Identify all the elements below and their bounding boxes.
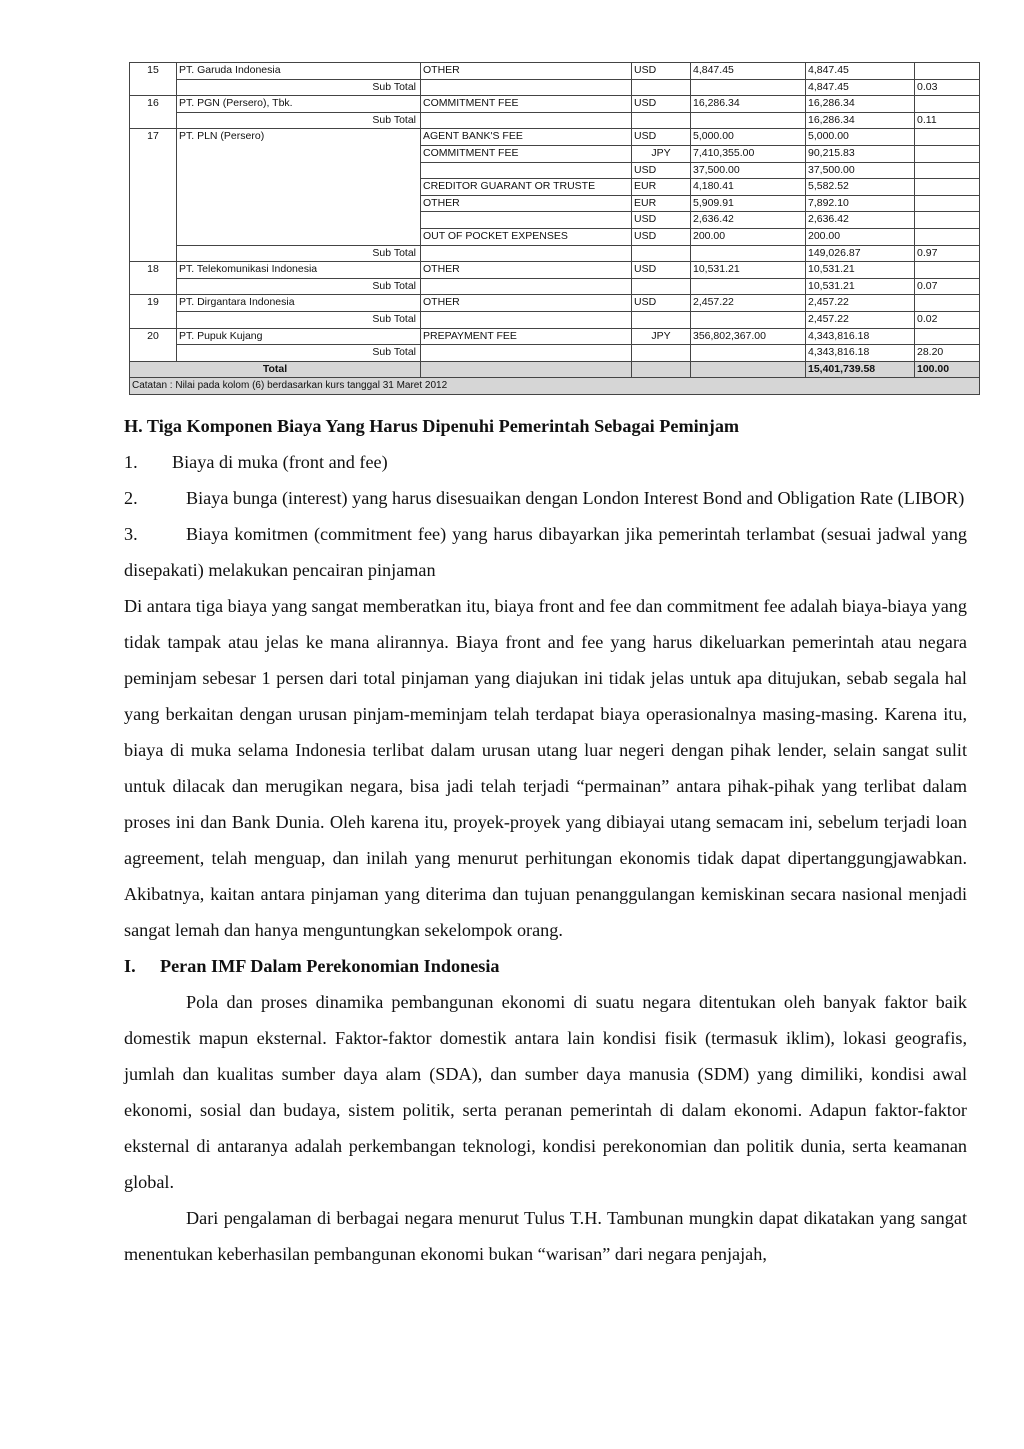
- row-number-cell: 18: [130, 262, 177, 279]
- fee-table-body: [130, 63, 980, 395]
- fee-type-cell: OTHER: [421, 262, 632, 279]
- usd-amount-cell: 200.00: [806, 228, 915, 245]
- currency-cell: USD: [632, 129, 691, 146]
- amount-cell: [691, 345, 806, 362]
- total-label: Total: [130, 361, 421, 378]
- company-cell: Sub Total: [177, 311, 421, 328]
- currency-cell: [632, 311, 691, 328]
- currency-cell: USD: [632, 162, 691, 179]
- row-number-cell: [130, 228, 177, 245]
- company-cell: [177, 179, 421, 196]
- fee-type-cell: [421, 345, 632, 362]
- row-number-cell: [130, 79, 177, 96]
- fee-type-cell: [421, 278, 632, 295]
- company-cell: Sub Total: [177, 79, 421, 96]
- usd-amount-cell: 5,582.52: [806, 179, 915, 196]
- company-cell: [177, 228, 421, 245]
- fee-type-cell: OUT OF POCKET EXPENSES: [421, 228, 632, 245]
- list-item-3-number: 3.: [124, 524, 138, 544]
- fee-type-cell: PREPAYMENT FEE: [421, 328, 632, 345]
- usd-amount-cell: 4,343,816.18: [806, 328, 915, 345]
- list-item-1-number: 1.: [124, 452, 138, 472]
- note-row: [130, 378, 980, 395]
- currency-cell: USD: [632, 212, 691, 229]
- total-empty-cell: [421, 361, 632, 378]
- company-cell: Sub Total: [177, 112, 421, 129]
- section-i-title: Peran IMF Dalam Perekonomian Indonesia: [160, 956, 500, 976]
- section-i-paragraph-2: Dari pengalaman di berbagai negara menurut Tulus T.H. Tambunan mungkin dapat dikatakan yang sangat menentukan keberhasilan pembangunan ekonomi bukan “warisan” dari negara penjajah,: [124, 1208, 967, 1264]
- row-number-cell: 17: [130, 129, 177, 146]
- row-number-cell: [130, 145, 177, 162]
- percent-cell: 0.07: [915, 278, 980, 295]
- section-h-heading: H. Tiga Komponen Biaya Yang Harus Dipenuhi Pemerintah Sebagai Peminjam: [124, 416, 740, 436]
- percent-cell: [915, 162, 980, 179]
- usd-amount-cell: 2,457.22: [806, 295, 915, 312]
- table-row: [130, 129, 980, 146]
- table-note: Catatan : Nilai pada kolom (6) berdasarkan kurs tanggal 31 Maret 2012: [130, 378, 980, 395]
- percent-cell: [915, 179, 980, 196]
- percent-cell: [915, 295, 980, 312]
- section-i-number: I.: [124, 956, 136, 976]
- section-h: [124, 408, 967, 1272]
- fee-type-cell: [421, 112, 632, 129]
- list-item-1: [124, 444, 967, 480]
- fee-type-cell: OTHER: [421, 295, 632, 312]
- list-item-2: [124, 480, 967, 516]
- percent-cell: [915, 129, 980, 146]
- currency-cell: [632, 278, 691, 295]
- fee-type-cell: AGENT BANK'S FEE: [421, 129, 632, 146]
- row-number-cell: [130, 311, 177, 328]
- row-number-cell: [130, 345, 177, 362]
- section-i-heading: [124, 948, 967, 984]
- list-item-3-text: Biaya komitmen (commitment fee) yang harus dibayarkan jika pemerintah terlambat (sesuai jadwal yang disepakati) melakukan pencairan pinjaman: [124, 524, 967, 580]
- amount-cell: [691, 245, 806, 262]
- table-row: [130, 262, 980, 279]
- percent-cell: [915, 212, 980, 229]
- table-row: [130, 212, 980, 229]
- company-cell: Sub Total: [177, 345, 421, 362]
- fee-type-cell: [421, 311, 632, 328]
- row-number-cell: [130, 212, 177, 229]
- usd-amount-cell: 2,457.22: [806, 311, 915, 328]
- fee-type-cell: COMMITMENT FEE: [421, 96, 632, 113]
- row-number-cell: [130, 112, 177, 129]
- total-percent: 100.00: [915, 361, 980, 378]
- list-item-1-text: Biaya di muka (front and fee): [172, 452, 388, 472]
- company-cell: [177, 212, 421, 229]
- row-number-cell: [130, 162, 177, 179]
- currency-cell: USD: [632, 228, 691, 245]
- usd-amount-cell: 10,531.21: [806, 262, 915, 279]
- percent-cell: 0.03: [915, 79, 980, 96]
- company-cell: [177, 162, 421, 179]
- table-row: [130, 245, 980, 262]
- row-number-cell: 19: [130, 295, 177, 312]
- company-cell: Sub Total: [177, 245, 421, 262]
- amount-cell: 5,909.91: [691, 195, 806, 212]
- currency-cell: JPY: [632, 145, 691, 162]
- usd-amount-cell: 16,286.34: [806, 112, 915, 129]
- table-row: [130, 63, 980, 80]
- percent-cell: [915, 328, 980, 345]
- usd-amount-cell: 10,531.21: [806, 278, 915, 295]
- row-number-cell: [130, 278, 177, 295]
- currency-cell: EUR: [632, 179, 691, 196]
- company-cell: PT. Dirgantara Indonesia: [177, 295, 421, 312]
- table-row: [130, 162, 980, 179]
- row-number-cell: [130, 245, 177, 262]
- currency-cell: [632, 345, 691, 362]
- fee-type-cell: COMMITMENT FEE: [421, 145, 632, 162]
- table-row: [130, 145, 980, 162]
- company-cell: PT. PLN (Persero): [177, 129, 421, 146]
- usd-amount-cell: 90,215.83: [806, 145, 915, 162]
- table-row: [130, 195, 980, 212]
- usd-amount-cell: 5,000.00: [806, 129, 915, 146]
- percent-cell: [915, 96, 980, 113]
- amount-cell: 37,500.00: [691, 162, 806, 179]
- amount-cell: 200.00: [691, 228, 806, 245]
- amount-cell: 7,410,355.00: [691, 145, 806, 162]
- usd-amount-cell: 2,636.42: [806, 212, 915, 229]
- total-row: [130, 361, 980, 378]
- table-row: [130, 345, 980, 362]
- list-item-3: [124, 516, 967, 588]
- fee-type-cell: [421, 79, 632, 96]
- table-row: [130, 96, 980, 113]
- percent-cell: 0.97: [915, 245, 980, 262]
- usd-amount-cell: 37,500.00: [806, 162, 915, 179]
- amount-cell: [691, 112, 806, 129]
- table-row: [130, 79, 980, 96]
- percent-cell: 0.02: [915, 311, 980, 328]
- percent-cell: 0.11: [915, 112, 980, 129]
- usd-amount-cell: 7,892.10: [806, 195, 915, 212]
- amount-cell: 4,847.45: [691, 63, 806, 80]
- percent-cell: [915, 145, 980, 162]
- currency-cell: [632, 79, 691, 96]
- currency-cell: USD: [632, 295, 691, 312]
- fee-type-cell: [421, 212, 632, 229]
- table-row: [130, 328, 980, 345]
- company-cell: PT. Telekomunikasi Indonesia: [177, 262, 421, 279]
- fee-type-cell: OTHER: [421, 195, 632, 212]
- table-row: [130, 112, 980, 129]
- row-number-cell: [130, 179, 177, 196]
- percent-cell: [915, 195, 980, 212]
- section-h-paragraph: Di antara tiga biaya yang sangat memberatkan itu, biaya front and fee dan commitment fee adalah biaya-biaya yang tidak tampak atau jelas ke mana alirannya. Biaya front and fee yang harus dikeluarkan pemerintah atau negara peminjam sebesar 1 persen dari total pinjaman yang diajukan ini tidak jelas untuk apa ditujukan, sebab segala hal yang berkaitan dengan urusan pinjam-meminjam telah terdapat biaya operasionalnya masing-masing. Karena itu, biaya di muka selama Indonesia terlibat dalam urusan utang luar negeri dengan pihak lender, selain sangat sulit untuk dilacak dan merugikan negara, bisa jadi telah terjadi “permainan” antara pihak-pihak yang terlibat dalam proses ini dan Bank Dunia. Oleh karena itu, proyek-proyek yang dibiayai utang semacam ini, sebelum terjadi loan agreement, telah menguap, dan inilah yang menurut perhitungan ekonomis tidak dapat dipertanggungjawabkan. Akibatnya, kaitan antara pinjaman yang diterima dan tujuan penanggulangan kemiskinan secara nasional menjadi sangat lemah dan hanya menguntungkan sekelompok orang.: [124, 596, 967, 940]
- total-empty-cell: [632, 361, 691, 378]
- usd-amount-cell: 149,026.87: [806, 245, 915, 262]
- amount-cell: [691, 79, 806, 96]
- company-cell: Sub Total: [177, 278, 421, 295]
- company-cell: [177, 195, 421, 212]
- usd-amount-cell: 4,343,816.18: [806, 345, 915, 362]
- table-row: [130, 311, 980, 328]
- amount-cell: 10,531.21: [691, 262, 806, 279]
- currency-cell: EUR: [632, 195, 691, 212]
- amount-cell: [691, 278, 806, 295]
- table-row: [130, 295, 980, 312]
- currency-cell: JPY: [632, 328, 691, 345]
- list-item-2-number: 2.: [124, 488, 138, 508]
- amount-cell: 2,457.22: [691, 295, 806, 312]
- fee-type-cell: OTHER: [421, 63, 632, 80]
- row-number-cell: [130, 195, 177, 212]
- list-item-2-text: Biaya bunga (interest) yang harus disesuaikan dengan London Interest Bond and Obligation Rate (LIBOR): [186, 488, 965, 508]
- section-i-paragraph-1: Pola dan proses dinamika pembangunan ekonomi di suatu negara ditentukan oleh banyak faktor baik domestik mapun eksternal. Faktor-faktor domestik antara lain kondisi fisik (termasuk iklim), lokasi geografis, jumlah dan kualitas sumber daya alam (SDA), dan sumber daya manusia (SDM) yang dimiliki, kondisi awal ekonomi, sosial dan budaya, sistem politik, serta peranan pemerintah di dalam ekonomi. Adapun faktor-faktor eksternal di antaranya adalah perkembangan teknologi, kondisi perekonomian dan politik dunia, serta keamanan global.: [124, 992, 967, 1192]
- percent-cell: [915, 228, 980, 245]
- row-number-cell: 20: [130, 328, 177, 345]
- amount-cell: 2,636.42: [691, 212, 806, 229]
- usd-amount-cell: 16,286.34: [806, 96, 915, 113]
- fee-type-cell: [421, 162, 632, 179]
- amount-cell: 4,180.41: [691, 179, 806, 196]
- currency-cell: USD: [632, 63, 691, 80]
- amount-cell: 356,802,367.00: [691, 328, 806, 345]
- total-usd: 15,401,739.58: [806, 361, 915, 378]
- company-cell: PT. Garuda Indonesia: [177, 63, 421, 80]
- currency-cell: [632, 245, 691, 262]
- percent-cell: [915, 262, 980, 279]
- table-row: [130, 179, 980, 196]
- usd-amount-cell: 4,847.45: [806, 63, 915, 80]
- amount-cell: [691, 311, 806, 328]
- table-row: [130, 228, 980, 245]
- company-cell: PT. Pupuk Kujang: [177, 328, 421, 345]
- fee-type-cell: CREDITOR GUARANT OR TRUSTE: [421, 179, 632, 196]
- percent-cell: 28.20: [915, 345, 980, 362]
- table-row: [130, 278, 980, 295]
- company-cell: [177, 145, 421, 162]
- fee-type-cell: [421, 245, 632, 262]
- amount-cell: 16,286.34: [691, 96, 806, 113]
- row-number-cell: 15: [130, 63, 177, 80]
- currency-cell: USD: [632, 96, 691, 113]
- company-cell: PT. PGN (Persero), Tbk.: [177, 96, 421, 113]
- total-empty-cell: [691, 361, 806, 378]
- amount-cell: 5,000.00: [691, 129, 806, 146]
- usd-amount-cell: 4,847.45: [806, 79, 915, 96]
- currency-cell: [632, 112, 691, 129]
- percent-cell: [915, 63, 980, 80]
- fee-table: [129, 62, 980, 395]
- currency-cell: USD: [632, 262, 691, 279]
- row-number-cell: 16: [130, 96, 177, 113]
